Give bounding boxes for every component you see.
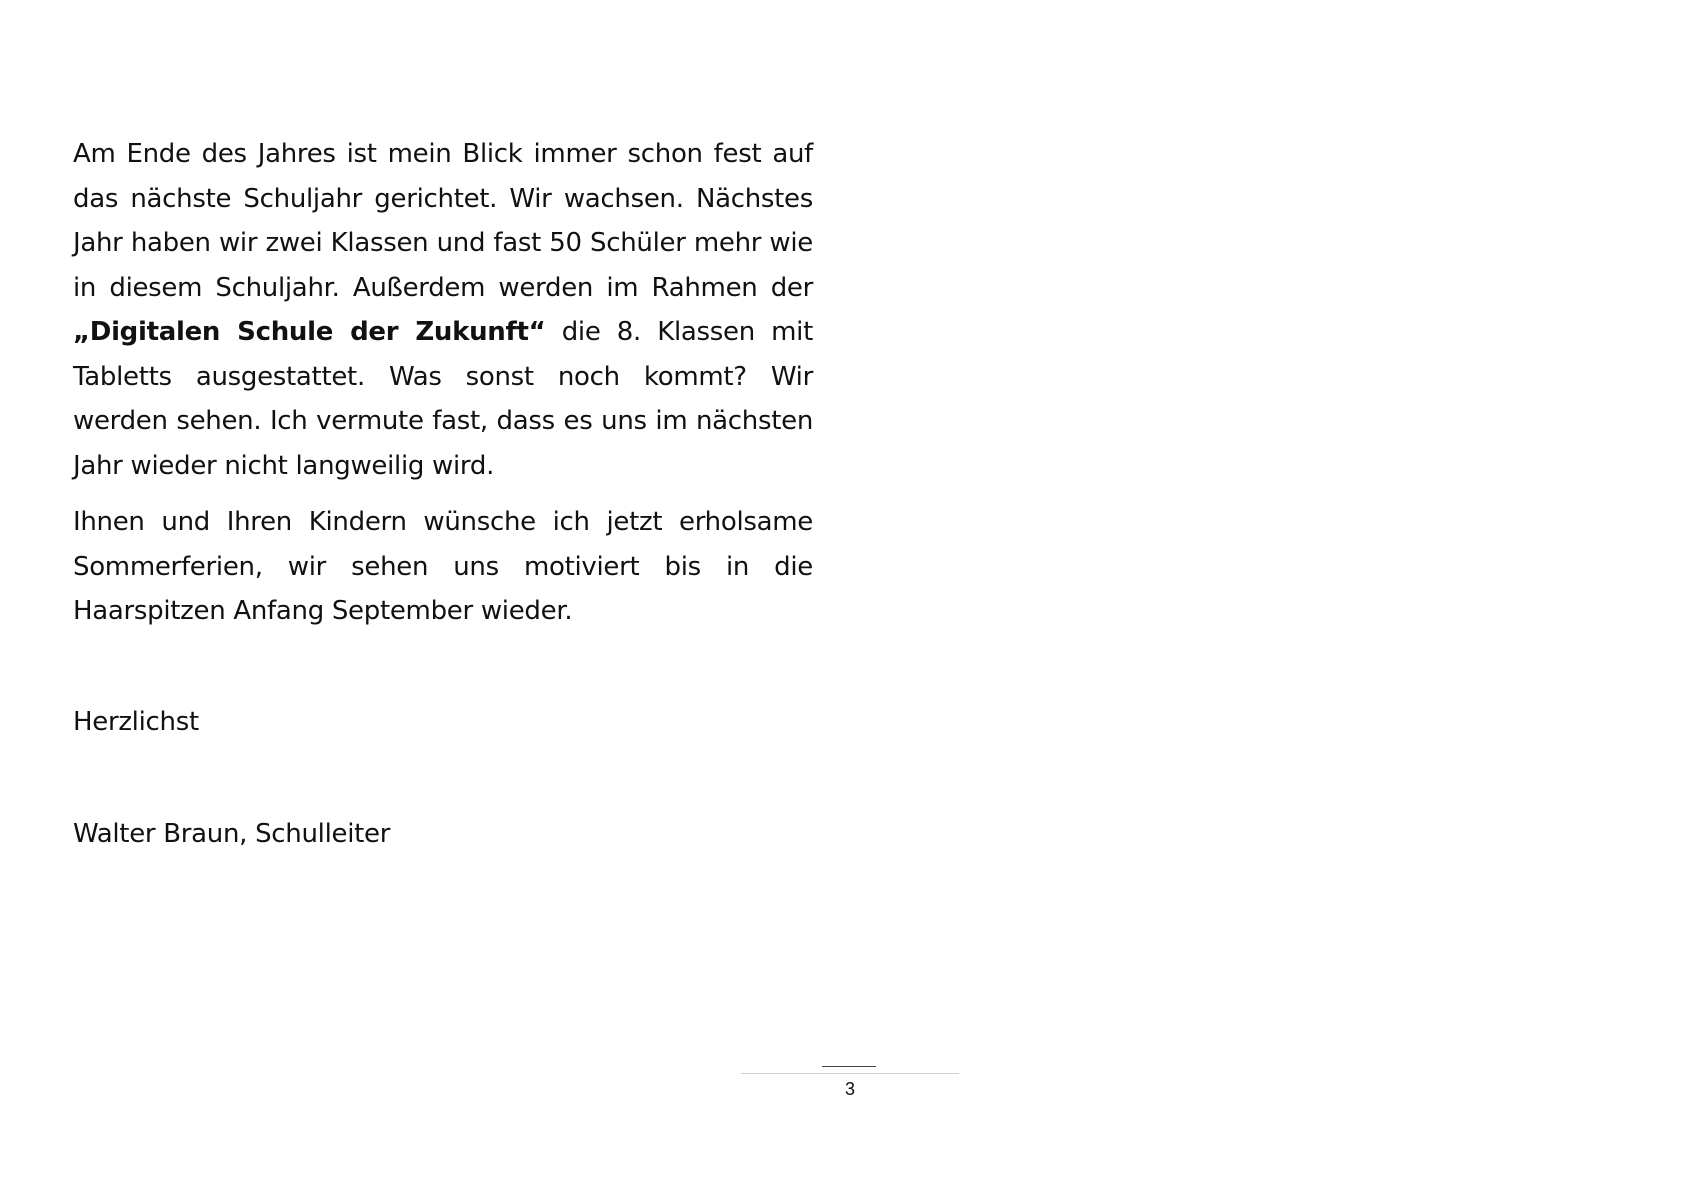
signature-line: Walter Braun, Schulleiter <box>73 819 391 849</box>
footer-rule <box>741 1073 959 1074</box>
paragraph-outlook-text-end: die 8. Klassen mit Tabletts ausgestattet. Was sonst noch kommt? Wir werden sehen. Ich vermute fast, dass es uns im nächsten Jahr wieder nicht langweilig wird. <box>73 317 813 481</box>
letter-body <box>73 132 813 634</box>
paragraph-outlook <box>73 132 813 488</box>
paragraph-holiday-wishes: Ihnen und Ihren Kindern wünsche ich jetzt erholsame Sommerferien, wir sehen uns motiviert bis in die Haarspitzen Anfang September wieder. <box>73 507 813 626</box>
paragraph-outlook-text-start: Am Ende des Jahres ist mein Blick immer schon fest auf das nächste Schuljahr gerichtet. Wir wachsen. Nächstes Jahr haben wir zwei Klassen und fast 50 Schüler mehr wie in diesem Schuljahr. Außerdem werden im Rahmen der <box>73 139 813 303</box>
closing-salutation: Herzlichst <box>73 707 199 737</box>
footer-rule-short <box>822 1066 876 1067</box>
digital-school-highlight: „Digitalen Schule der Zukunft“ <box>73 317 546 347</box>
page-number: 3 <box>844 1079 855 1099</box>
